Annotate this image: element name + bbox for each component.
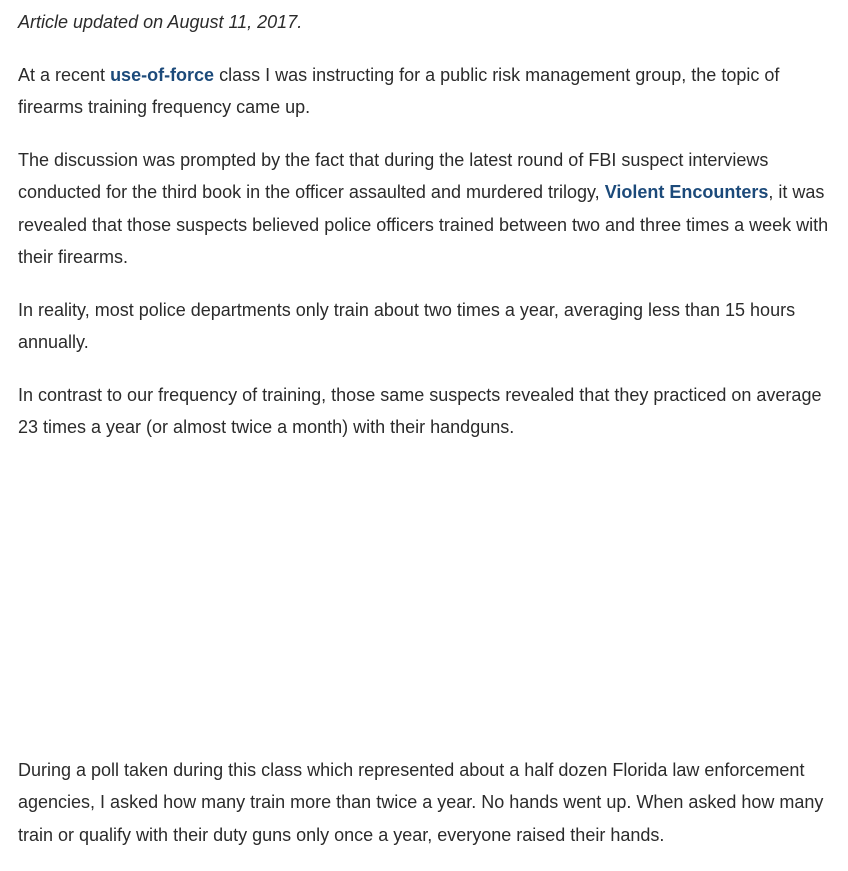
paragraph-1 — [18, 59, 833, 124]
blank-ad-space — [18, 464, 833, 734]
use-of-force-link[interactable]: use-of-force — [110, 64, 215, 85]
article-body — [18, 6, 833, 871]
article-updated-note: Article updated on August 11, 2017. — [18, 12, 303, 32]
paragraph-4: In contrast to our frequency of training, those same suspects revealed that they practiced on average 23 times a year (or almost twice a month) with their handguns. — [18, 384, 822, 437]
paragraph-1-text-after: class I was instructing for a public risk management group, the topic of firearms training frequency came up. — [18, 64, 780, 117]
paragraph-2-text-before: The discussion was prompted by the fact that during the latest round of FBI suspect interviews conducted for the third book in the officer assaulted and murdered trilogy, — [18, 149, 769, 202]
paragraph-3: In reality, most police departments only train about two times a year, averaging less than 15 hours annually. — [18, 299, 796, 352]
paragraph-5: During a poll taken during this class which represented about a half dozen Florida law enforcement agencies, I asked how many train more than twice a year. No hands went up. When asked how many train or qualify with their duty guns only once a year, everyone raised their hands. — [18, 759, 824, 845]
paragraph-2 — [18, 144, 833, 274]
violent-encounters-link[interactable]: Violent Encounters — [604, 182, 769, 202]
paragraph-1-text-before: At a recent — [18, 64, 111, 85]
paragraph-2-text-after: , it was revealed that those suspects believed police officers trained between two and three times a week with their firearms. — [18, 182, 829, 267]
